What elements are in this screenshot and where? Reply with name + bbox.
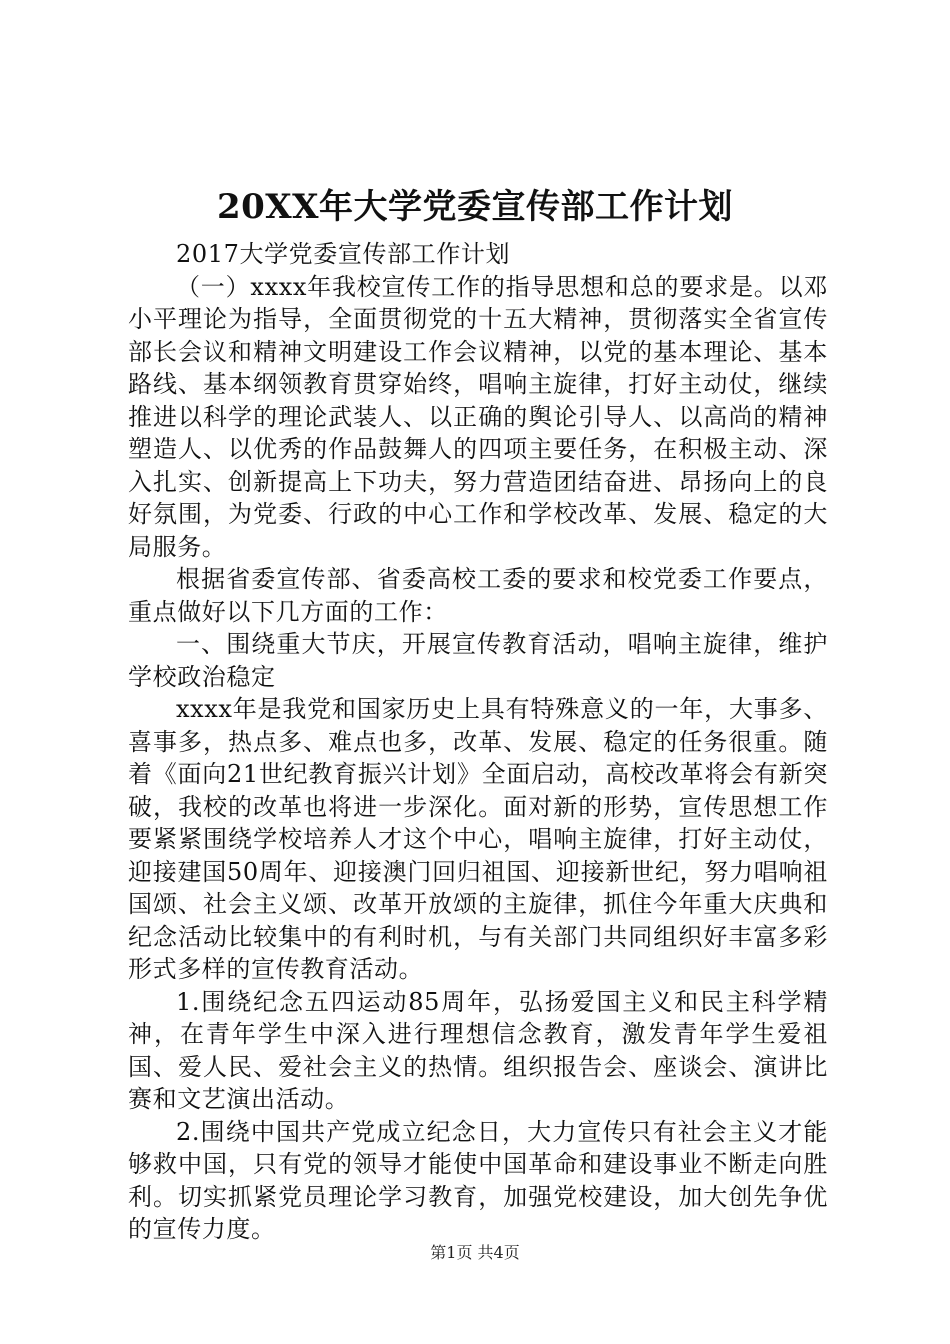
body-paragraph: xxxx年是我党和国家历史上具有特殊意义的一年，大事多、喜事多，热点多、难点也多，改革、发展、稳定的任务很重。随着《面向21世纪教育振兴计划》全面启动，高校改革将会有新突破，我校的改革也将进一步深化。面对新的形势，宣传思想工作要紧紧围绕学校培养人才这个中心，唱响主旋律，打好主动仗，迎接建国50周年、迎接澳门回归祖国、迎接新世纪，努力唱响祖国颂、社会主义颂、改革开放颂的主旋律，抓住今年重大庆典和纪念活动比较集中的有利时机，与有关部门共同组织好丰富多彩形式多样的宣传教育活动。 xyxy=(128,695,828,983)
document-body xyxy=(128,238,828,1246)
body-paragraph: （一）xxxx年我校宣传工作的指导思想和总的要求是。以邓小平理论为指导，全面贯彻党的十五大精神，贯彻落实全省宣传部长会议和精神文明建设工作会议精神，以党的基本理论、基本路线、基本纲领教育贯穿始终，唱响主旋律，打好主动仗，继续推进以科学的理论武装人、以正确的舆论引导人、以高尚的精神塑造人、以优秀的作品鼓舞人的四项主要任务，在积极主动、深入扎实、创新提高上下功夫，努力营造团结奋进、昂扬向上的良好氛围，为党委、行政的中心工作和学校改革、发展、稳定的大局服务。 xyxy=(128,272,828,561)
section-heading: 一、围绕重大节庆，开展宣传教育活动，唱响主旋律，维护学校政治稳定 xyxy=(128,630,828,691)
subtitle-paragraph: 2017大学党委宣传部工作计划 xyxy=(176,240,511,268)
document-title: 20XX年大学党委宣传部工作计划 xyxy=(216,187,734,227)
list-item: 2.围绕中国共产党成立纪念日，大力宣传只有社会主义才能够救中国，只有党的领导才能使中国革命和建设事业不断走向胜利。切实抓紧党员理论学习教育，加强党校建设，加大创先争优的宣传力度。 xyxy=(128,1117,828,1243)
body-paragraph: 根据省委宣传部、省委高校工委的要求和校党委工作要点，重点做好以下几方面的工作： xyxy=(128,565,828,626)
page-footer: 第1页 共4页 xyxy=(430,1243,520,1262)
list-item: 1.围绕纪念五四运动85周年，弘扬爱国主义和民主科学精神，在青年学生中深入进行理想信念教育，激发青年学生爱祖国、爱人民、爱社会主义的热情。组织报告会、座谈会、演讲比赛和文艺演出活动。 xyxy=(128,987,828,1113)
